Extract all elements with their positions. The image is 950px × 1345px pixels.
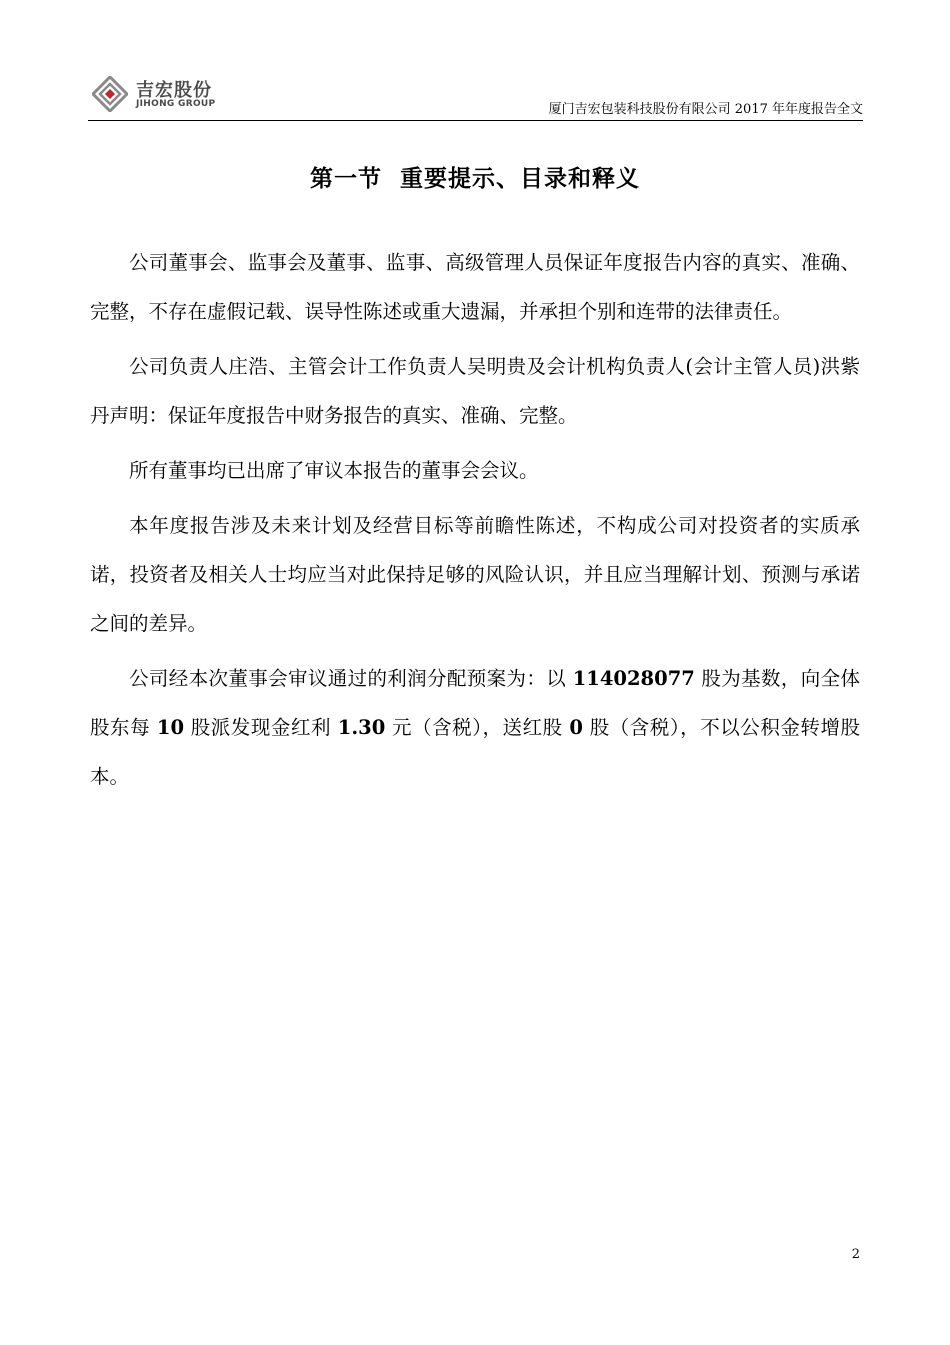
profit-distribution-text: 股（含税），不以公积金转增股本。 — [90, 716, 861, 788]
page-header — [88, 68, 863, 121]
company-logo — [92, 74, 252, 114]
paragraph-forward-looking-statement: 本年度报告涉及未来计划及经营目标等前瞻性陈述，不构成公司对投资者的实质承诺，投资者及相关人士均应当对此保持足够的风险认识，并且应当理解计划、预测与承诺之间的差异。 — [90, 514, 860, 635]
page-number: 2 — [851, 1247, 860, 1262]
logo-chinese-name: 吉宏股份 — [136, 80, 212, 101]
report-title: 厦门吉宏包装科技股份有限公司 2017 年年度报告全文 — [548, 102, 863, 117]
bonus-share-value: 0 — [569, 716, 583, 739]
paragraph-responsibility: 公司董事会、监事会及董事、监事、高级管理人员保证年度报告内容的真实、准确、完整，不存在虚假记载、误导性陈述或重大遗漏，并承担个别和连带的法律责任。 — [90, 251, 860, 323]
paragraph-board-attendance: 所有董事均已出席了审议本报告的董事会会议。 — [129, 459, 539, 482]
logo-english-name: JIHONG GROUP — [136, 99, 216, 109]
paragraph-financial-statement-declaration: 公司负责人庄浩、主管会计工作负责人吴明贵及会计机构负责人(会计主管人员)洪紫丹声明：保证年度报告中财务报告的真实、准确、完整。 — [90, 355, 860, 427]
cash-dividend-value: 1.30 — [337, 716, 386, 739]
body-text — [90, 238, 860, 807]
per-share-unit-value: 10 — [156, 716, 185, 739]
share-base-value: 114028077 — [572, 667, 695, 690]
section-title: 第一节 重要提示、目录和释义 — [309, 165, 640, 192]
profit-distribution-text: 公司经本次董事会审议通过的利润分配预案为：以 — [129, 667, 573, 690]
profit-distribution-text: 股为基数，向全体股东每 — [90, 667, 861, 739]
jihong-logo-icon — [92, 76, 128, 112]
profit-distribution-text: 元（含税），送红股 — [385, 716, 570, 739]
paragraph-profit-distribution — [90, 654, 860, 801]
profit-distribution-text: 股派发现金红利 — [184, 716, 338, 739]
